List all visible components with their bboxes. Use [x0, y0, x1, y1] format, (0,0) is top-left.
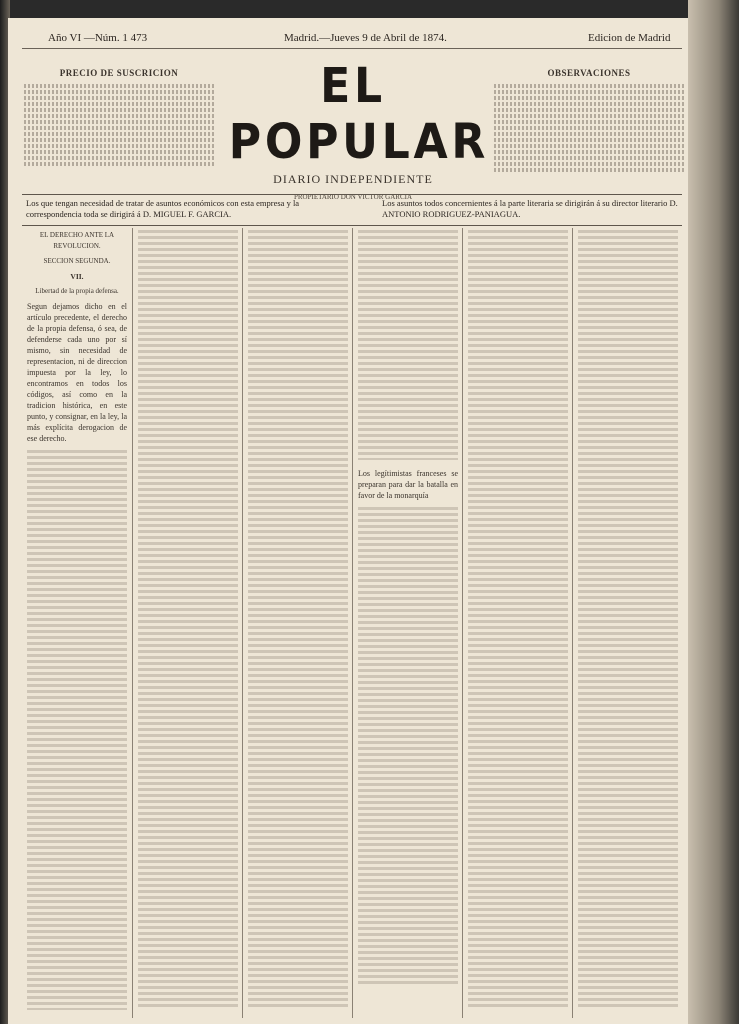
article-subtitle: Libertad de la propia defensa. — [35, 287, 119, 295]
article-chapter: VII. — [70, 272, 84, 281]
article-heading: EL DERECHO ANTE LA REVOLUCION. — [39, 231, 115, 250]
article-body — [578, 230, 678, 1010]
article-lead: Segun dejamos dicho en el artículo precedente, el derecho de la propia defensa, ó sea, de defenderse cada uno por sí mismo, sin necesidad de representacion, ni de direccion impuesta por la ley, lo encontramos en todos los códigos, así como en la tradicion histórica, en este punto, y consignar, en la ley, la más explícita derogacion de ese derecho. — [27, 302, 127, 443]
subscription-heading: PRECIO DE SUSCRICION — [59, 68, 179, 78]
observations-box — [494, 68, 684, 174]
dateline-bar — [22, 28, 682, 49]
column-4-notice: Los legítimistas franceses se preparan para dar la batalla en favor de la monarquía — [358, 469, 458, 500]
column-3 — [242, 228, 353, 1018]
column-4 — [352, 228, 463, 1018]
column-2 — [132, 228, 243, 1018]
issue-date: Madrid.—Jueves 9 de Abril de 1874. — [284, 32, 447, 44]
article-section: SECCION SEGUNDA. — [43, 257, 111, 265]
edition-label: Edicion de Madrid — [588, 32, 671, 44]
subscription-box — [24, 68, 214, 168]
article-body — [358, 507, 458, 987]
issue-number: Año VI —Núm. 1 473 — [48, 32, 148, 44]
observations-heading: OBSERVACIONES — [547, 68, 631, 78]
notice-literary: Los asuntos todos concernientes á la parte literaria se dirigirán á su director literario D. ANTONIO RODRIGUEZ-PANIAGUA. — [382, 198, 678, 219]
column-5 — [462, 228, 573, 1018]
subscription-rates — [24, 84, 214, 166]
column-1 — [22, 228, 132, 1018]
notice-economic: Los que tengan necesidad de tratar de asuntos económicos con esta empresa y la correspondencia toda se dirigirá á D. MIGUEL F. GARCIA. — [26, 198, 300, 219]
article-body — [358, 230, 458, 460]
masthead — [218, 58, 488, 201]
article-body — [138, 230, 238, 1010]
article-columns — [22, 228, 682, 1018]
column-6 — [572, 228, 683, 1018]
observations-text — [494, 84, 684, 172]
newspaper-title: EL POPULAR — [228, 58, 490, 170]
article-body — [468, 230, 568, 1010]
editorial-notice — [22, 194, 682, 226]
page-edge — [688, 0, 739, 1024]
newspaper-owner: PROPIETARIO DON VICTOR GARCIA — [294, 193, 412, 201]
article-body — [27, 450, 127, 1010]
newspaper-subtitle: DIARIO INDEPENDIENTE — [273, 172, 433, 186]
newspaper-page — [8, 18, 688, 1024]
article-body — [248, 230, 348, 1010]
